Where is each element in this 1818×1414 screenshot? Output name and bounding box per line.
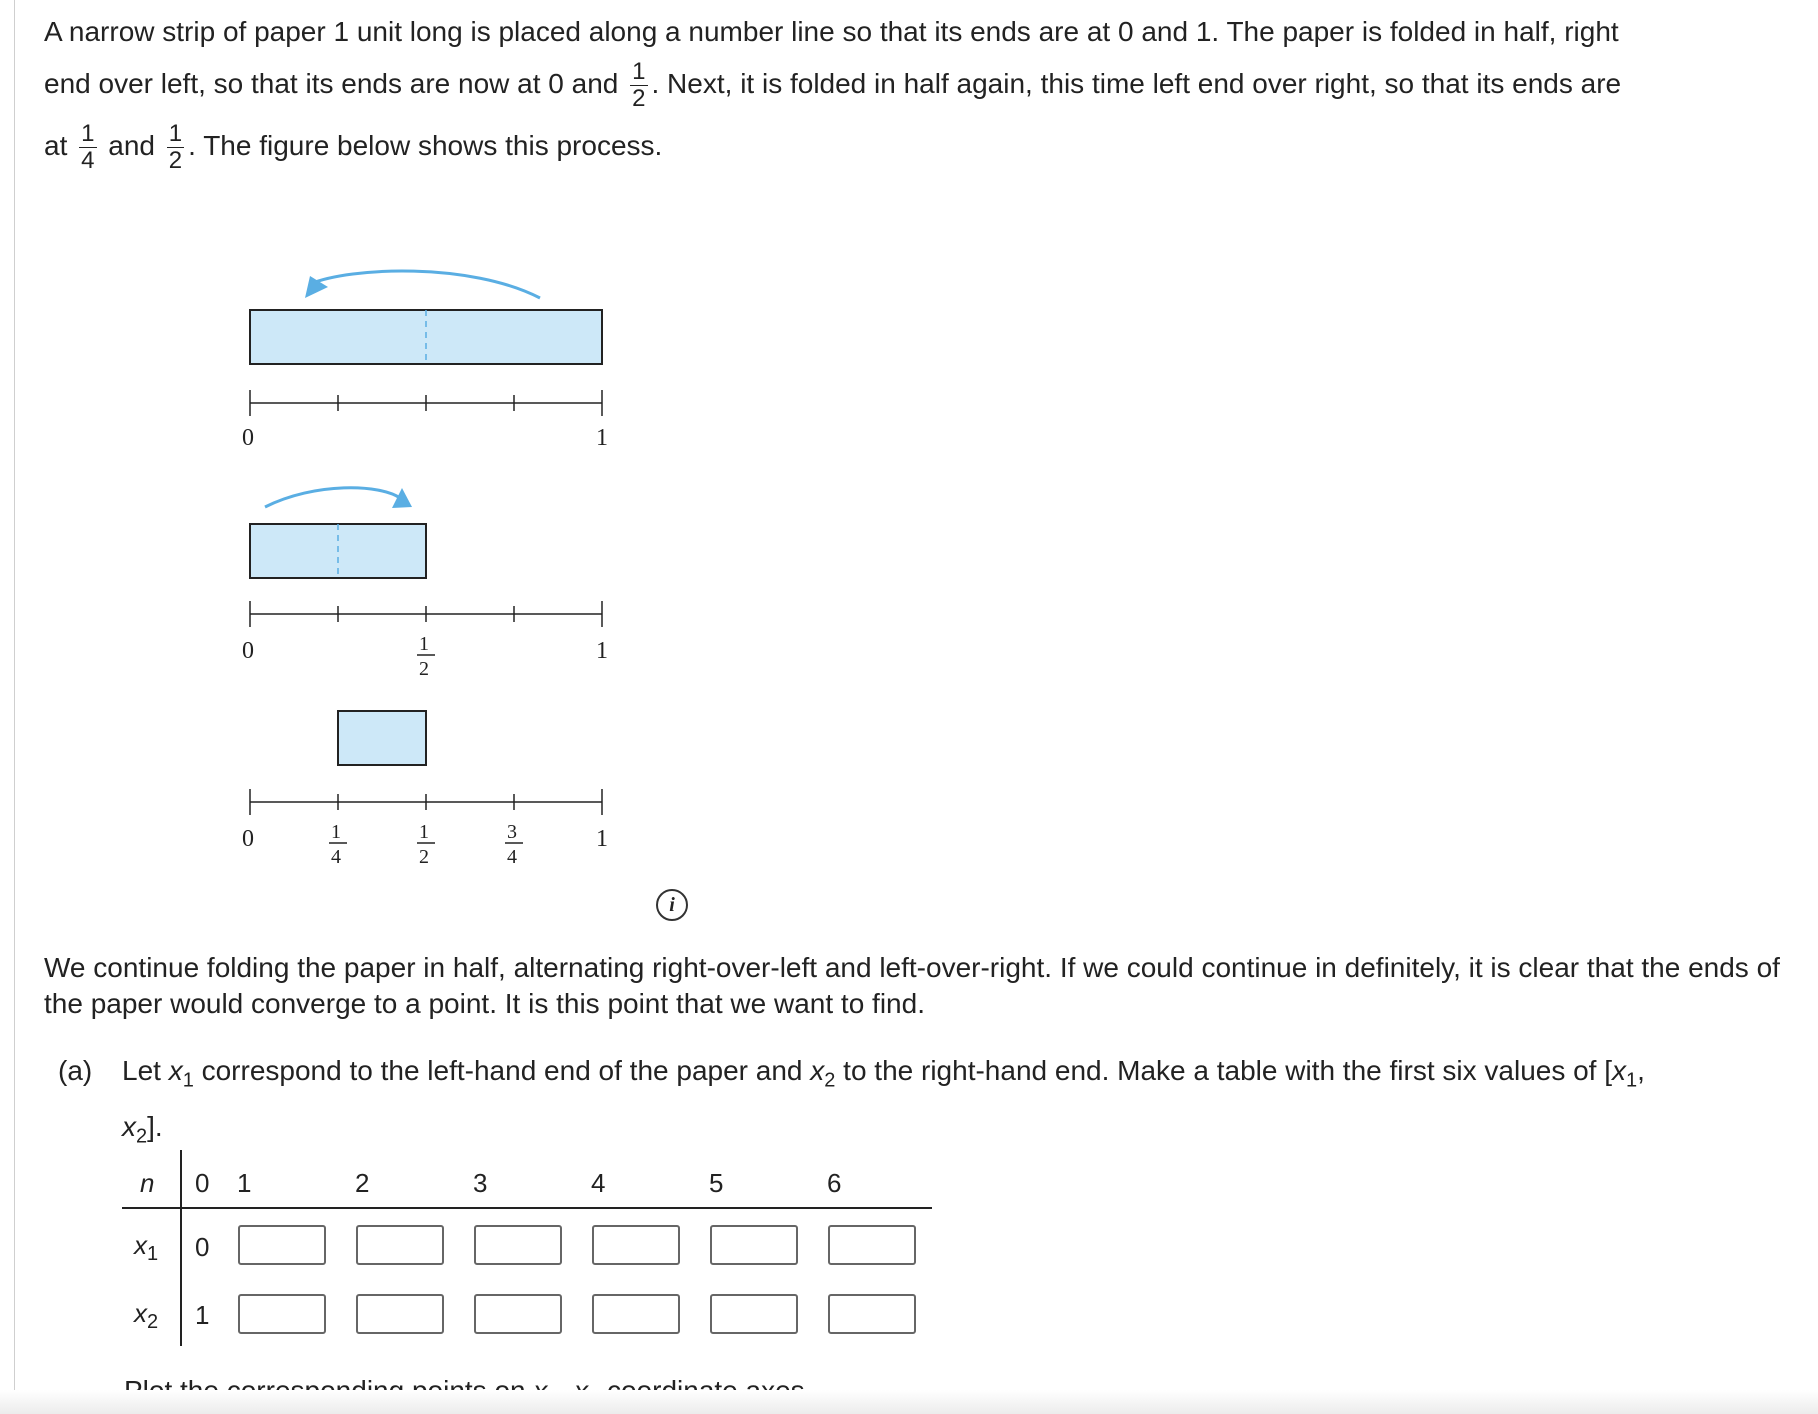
part-a-label: (a) xyxy=(58,1055,93,1086)
intro-line-2 xyxy=(44,58,1784,112)
paper-strip-quarter xyxy=(338,711,426,765)
tick-label-0: 0 xyxy=(242,638,254,664)
info-icon[interactable]: i xyxy=(656,889,688,921)
folding-figure xyxy=(230,262,660,922)
tick-label-half-num: 1 xyxy=(419,821,429,843)
tick-label-half-den: 2 xyxy=(419,658,429,680)
intro-line-3b: and xyxy=(100,130,163,162)
frac-num: 1 xyxy=(168,120,183,148)
tick-label-3quarter-num: 3 xyxy=(507,821,517,843)
table-n-label: n xyxy=(140,1168,155,1198)
intro-line-1: A narrow strip of paper 1 unit long is placed along a number line so that its ends are at 0 and 1. The paper is folded in half, right xyxy=(44,16,1619,47)
tick-label-3quarter-den: 4 xyxy=(507,846,517,868)
table-horizontal-rule xyxy=(122,1207,932,1209)
x1-n1-input[interactable] xyxy=(238,1225,326,1265)
table-col-header: 5 xyxy=(709,1168,724,1198)
fold-arrow-2 xyxy=(265,488,400,507)
table-row-label-x1: $x_1$ xyxy=(134,1230,159,1266)
table-col-header: 1 xyxy=(237,1168,252,1198)
frac-den: 2 xyxy=(168,147,183,175)
tick-label-1: 1 xyxy=(596,826,608,852)
part-a-text5: ]. xyxy=(147,1110,163,1142)
arrowhead-2 xyxy=(392,488,412,508)
table-col-header: 3 xyxy=(473,1168,488,1198)
var-x1: x xyxy=(1612,1055,1627,1086)
fraction-one-half xyxy=(167,121,184,174)
table-cell-x2-n0: 1 xyxy=(195,1300,210,1330)
table-col-header: 4 xyxy=(591,1168,606,1198)
bottom-shadow xyxy=(0,1390,1818,1414)
x2-n2-input[interactable] xyxy=(356,1294,444,1334)
intro-line-3c: . The figure below shows this process. xyxy=(188,130,663,162)
frac-num: 1 xyxy=(81,120,95,148)
number-line-2 xyxy=(250,601,602,627)
frac-den: 2 xyxy=(632,85,646,113)
tick-label-1: 1 xyxy=(596,425,608,451)
tick-label-half-num: 1 xyxy=(419,633,429,655)
tick-label-0: 0 xyxy=(242,826,254,852)
number-line-3 xyxy=(250,789,602,815)
table-vertical-rule xyxy=(180,1150,182,1346)
fraction-one-quarter xyxy=(79,121,96,174)
frac-den: 4 xyxy=(81,147,95,175)
tick-label-0: 0 xyxy=(242,425,254,451)
problem-intro xyxy=(44,6,1784,174)
number-line-1 xyxy=(250,390,602,416)
x2-n1-input[interactable] xyxy=(238,1294,326,1334)
frac-num: 1 xyxy=(632,58,646,86)
x1-n3-input[interactable] xyxy=(474,1225,562,1265)
sub-1: 1 xyxy=(1626,1069,1638,1092)
part-a-prompt xyxy=(58,1048,1788,1159)
tick-label-half-den: 2 xyxy=(419,846,429,868)
x2-n4-input[interactable] xyxy=(592,1294,680,1334)
tick-label-quarter-num: 1 xyxy=(331,821,341,843)
var-x1: x xyxy=(168,1055,183,1086)
x1-n6-input[interactable] xyxy=(828,1225,916,1265)
table-col-header: 0 xyxy=(195,1168,210,1198)
part-a-text3: to the right-hand end. Make a table with the first six values of [ xyxy=(835,1055,1613,1086)
x1-n5-input[interactable] xyxy=(710,1225,798,1265)
table-col-header: 2 xyxy=(355,1168,370,1198)
table-col-header: 6 xyxy=(827,1168,842,1198)
table-cell-x1-n0: 0 xyxy=(195,1232,210,1262)
continue-paragraph: We continue folding the paper in half, alternating right-over-left and left-over-right. If we could continue in definitely, it is clear that the ends of the paper would converge to a point. It is this point that we want to find. xyxy=(44,952,1780,1019)
intro-line-3a: at xyxy=(44,130,76,162)
part-a-text2: correspond to the left-hand end of the paper and xyxy=(193,1055,811,1086)
x1-n2-input[interactable] xyxy=(356,1225,444,1265)
sub-1: 1 xyxy=(182,1069,194,1092)
intro-line-2a: end over left, so that its ends are now at 0 and xyxy=(44,68,627,99)
var-x2: x xyxy=(122,1110,136,1142)
sub-2: 2 xyxy=(136,1125,148,1148)
fold-arrow-1 xyxy=(310,271,540,298)
left-border xyxy=(14,0,15,1414)
sub-2: 2 xyxy=(824,1069,836,1092)
table-row-label-x2: $x_2$ xyxy=(134,1298,159,1334)
x2-n3-input[interactable] xyxy=(474,1294,562,1334)
tick-label-quarter-den: 4 xyxy=(331,846,341,868)
part-a-text4: , xyxy=(1637,1055,1645,1086)
x2-n6-input[interactable] xyxy=(828,1294,916,1334)
intro-line-2b: . Next, it is folded in half again, this time left end over right, so that its ends are xyxy=(651,68,1622,99)
tick-label-1: 1 xyxy=(596,638,608,664)
fraction-one-half xyxy=(630,59,647,112)
intro-line-3 xyxy=(44,120,1784,174)
x2-n5-input[interactable] xyxy=(710,1294,798,1334)
var-x2: x xyxy=(810,1055,825,1086)
part-a-text1: Let xyxy=(122,1055,169,1086)
x1-n4-input[interactable] xyxy=(592,1225,680,1265)
